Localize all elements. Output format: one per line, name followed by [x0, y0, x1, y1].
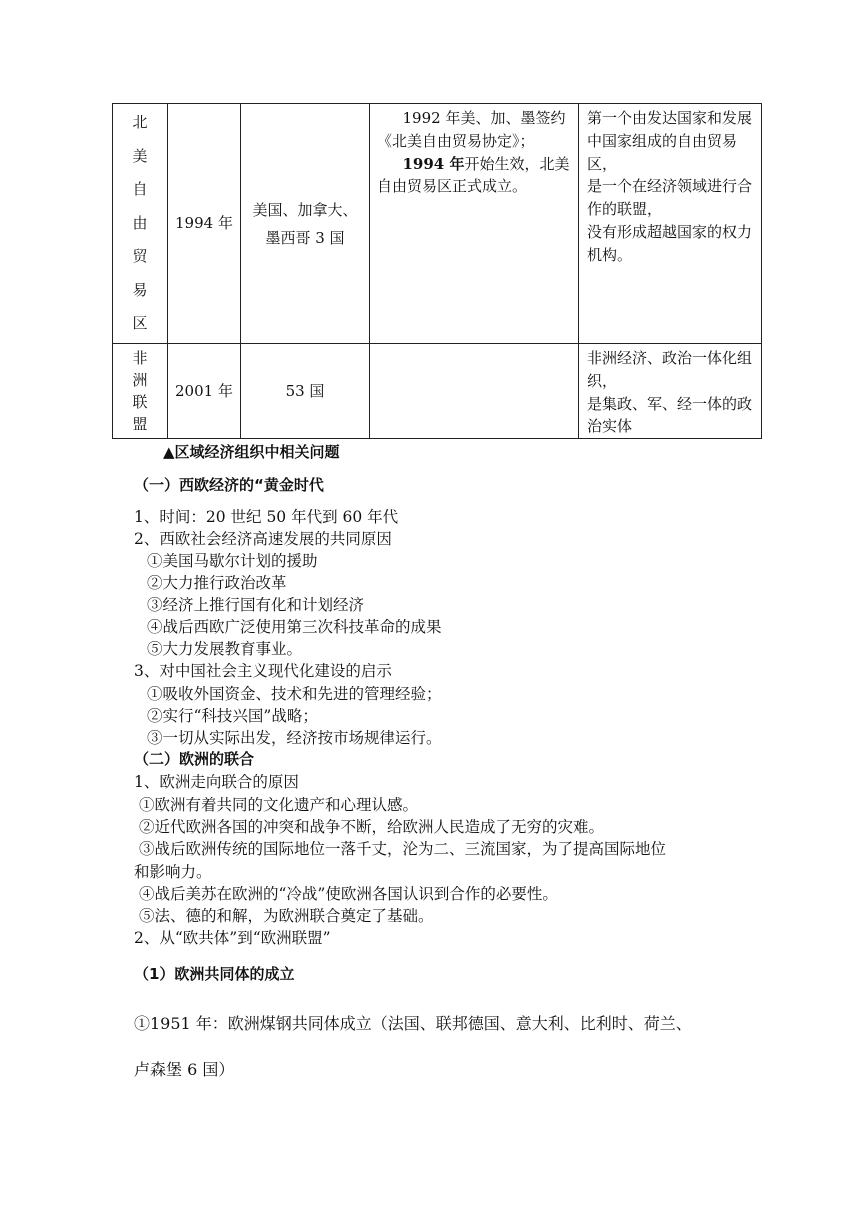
paragraph-line: 1、欧洲走向联合的原因: [134, 773, 299, 791]
org-features-cell: 第一个由发达国家和发展中国家组成的自由贸易区， 是一个在经济领域进行合作的联盟， 没有形成超越国家的权力机构。: [579, 104, 762, 344]
subsection-title: （1）欧洲共同体的成立: [134, 965, 295, 983]
list-item: ⑤法、德的和解，为欧洲联合奠定了基础。: [139, 907, 434, 925]
list-item: ⑤大力发展教育事业。: [147, 640, 303, 658]
list-item: ②实行“科技兴国”战略；: [147, 707, 318, 725]
org-process-cell: 1992 年美、加、墨签约《北美自由贸易协定》； 1994 年开始生效，北美自由贸易区正式成立。: [370, 104, 579, 344]
org-features-cell: 非洲经济、政治一体化组织， 是集政、军、经一体的政治实体: [579, 344, 762, 439]
paragraph-line: 2、从“欧共体”到“欧洲联盟”: [134, 929, 331, 947]
paragraph-line: 卢森堡 6 国）: [134, 1060, 235, 1079]
list-item: 和影响力。: [134, 863, 212, 881]
section-title: （一）西欧经济的“黄金时代: [134, 476, 324, 494]
list-item: ②大力推行政治改革: [147, 574, 287, 592]
list-item: ②近代欧洲各国的冲突和战争不断，给欧洲人民造成了无穷的灾难。: [139, 818, 605, 836]
org-members-cell: 美国、加拿大、 墨西哥 3 国: [241, 104, 370, 344]
org-name-cell: 非 洲 联 盟: [113, 344, 168, 439]
paragraph-line: 3、对中国社会主义现代化建设的启示: [134, 662, 392, 680]
table-row-nafta: [113, 104, 762, 344]
list-item: ①欧洲有着共同的文化遗产和心理认感。: [139, 796, 419, 814]
section-title: （二）欧洲的联合: [134, 750, 255, 768]
regional-organizations-table: [112, 103, 762, 439]
list-item: ①吸收外国资金、技术和先进的管理经验；: [147, 685, 442, 703]
org-year-cell: 1994 年: [168, 104, 241, 344]
org-process-cell: [370, 344, 579, 439]
list-item: ③经济上推行国有化和计划经济: [147, 596, 365, 614]
list-item: ③战后欧洲传统的国际地位一落千丈，沦为二、三流国家，为了提高国际地位: [139, 840, 667, 858]
list-item: ④战后西欧广泛使用第三次科技革命的成果: [147, 618, 442, 636]
org-members-cell: 53 国: [241, 344, 370, 439]
list-item: ③一切从实际出发，经济按市场规律运行。: [147, 729, 442, 747]
list-item: ①美国马歇尔计划的援助: [147, 552, 318, 570]
paragraph-line: 2、西欧社会经济高速发展的共同原因: [134, 530, 392, 548]
org-name-cell: 北 美 自 由 贸 易 区: [113, 104, 168, 344]
table-row-african-union: [113, 344, 762, 439]
org-year-cell: 2001 年: [168, 344, 241, 439]
paragraph-line: 1、时间：20 世纪 50 年代到 60 年代: [134, 508, 399, 526]
paragraph-line: ①1951 年：欧洲煤钢共同体成立（法国、联邦德国、意大利、比利时、荷兰、: [134, 1014, 692, 1033]
list-item: ④战后美苏在欧洲的“冷战”使欧洲各国认识到合作的必要性。: [139, 885, 558, 903]
section-heading: ▲区域经济组织中相关问题: [163, 443, 340, 461]
